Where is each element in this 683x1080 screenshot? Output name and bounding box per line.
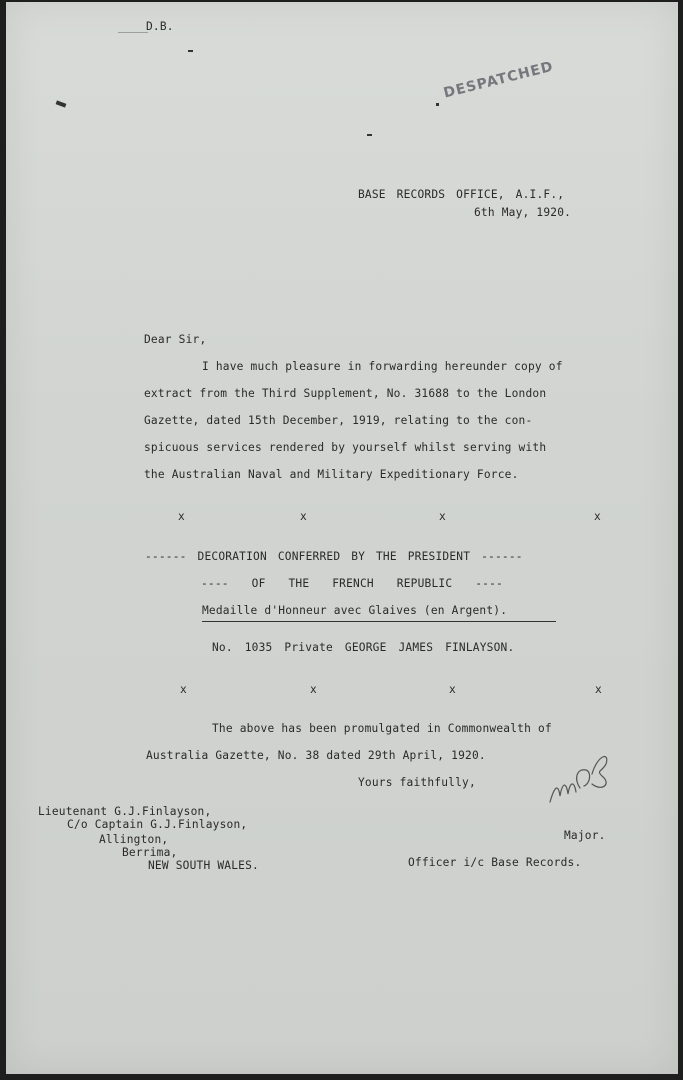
separator-mark: x [449, 683, 456, 696]
sign-off: Yours faithfully, [358, 776, 476, 789]
separator-mark: x [310, 683, 317, 696]
separator-mark: x [178, 510, 185, 523]
file-initials: D.B. [146, 20, 174, 33]
closing-line: Australia Gazette, No. 38 dated 29th April, 1920. [146, 749, 486, 762]
despatched-stamp: DESPATCHED [442, 58, 556, 102]
signature-initials [546, 744, 616, 814]
document-page [6, 2, 678, 1074]
paper-mark [56, 100, 67, 107]
award-underline [202, 621, 556, 622]
decoration-heading: ------ DECORATION CONFERRED BY THE PRESIDENT ------ [145, 550, 523, 563]
addressee-line: C/o Captain G.J.Finlayson, [67, 818, 248, 831]
addressee-line: Berrima, [122, 846, 178, 859]
recipient-line: No. 1035 Private GEORGE JAMES FINLAYSON. [212, 641, 515, 654]
letter-date: 6th May, 1920. [474, 206, 572, 219]
paper-mark [367, 134, 372, 136]
separator-mark: x [300, 510, 307, 523]
salutation: Dear Sir, [144, 333, 207, 346]
separator-mark: x [595, 683, 602, 696]
signatory-rank: Major. [564, 829, 606, 842]
paper-mark [436, 103, 439, 106]
paper-mark [118, 32, 148, 33]
body-line: the Australian Naval and Military Expeditionary Force. [144, 468, 519, 481]
signatory-title: Officer i/c Base Records. [408, 856, 582, 869]
addressee-line: Allington, [99, 833, 169, 846]
body-line: I have much pleasure in forwarding hereunder copy of [202, 360, 563, 373]
separator-mark: x [180, 683, 187, 696]
decoration-subheading: ---- OF THE FRENCH REPUBLIC ---- [201, 577, 503, 590]
award-name: Medaille d'Honneur avec Glaives (en Argent). [202, 604, 508, 617]
body-line: extract from the Third Supplement, No. 31688 to the London [144, 387, 547, 400]
office-name: BASE RECORDS OFFICE, A.I.F., [358, 188, 565, 201]
body-line: Gazette, dated 15th December, 1919, relating to the con- [144, 414, 533, 427]
paper-mark [188, 50, 193, 52]
closing-line: The above has been promulgated in Commonwealth of [212, 722, 552, 735]
addressee-line: Lieutenant G.J.Finlayson, [38, 805, 212, 818]
body-line: spicuous services rendered by yourself whilst serving with [144, 441, 547, 454]
separator-mark: x [594, 510, 601, 523]
separator-mark: x [439, 510, 446, 523]
addressee-line: NEW SOUTH WALES. [148, 859, 259, 872]
